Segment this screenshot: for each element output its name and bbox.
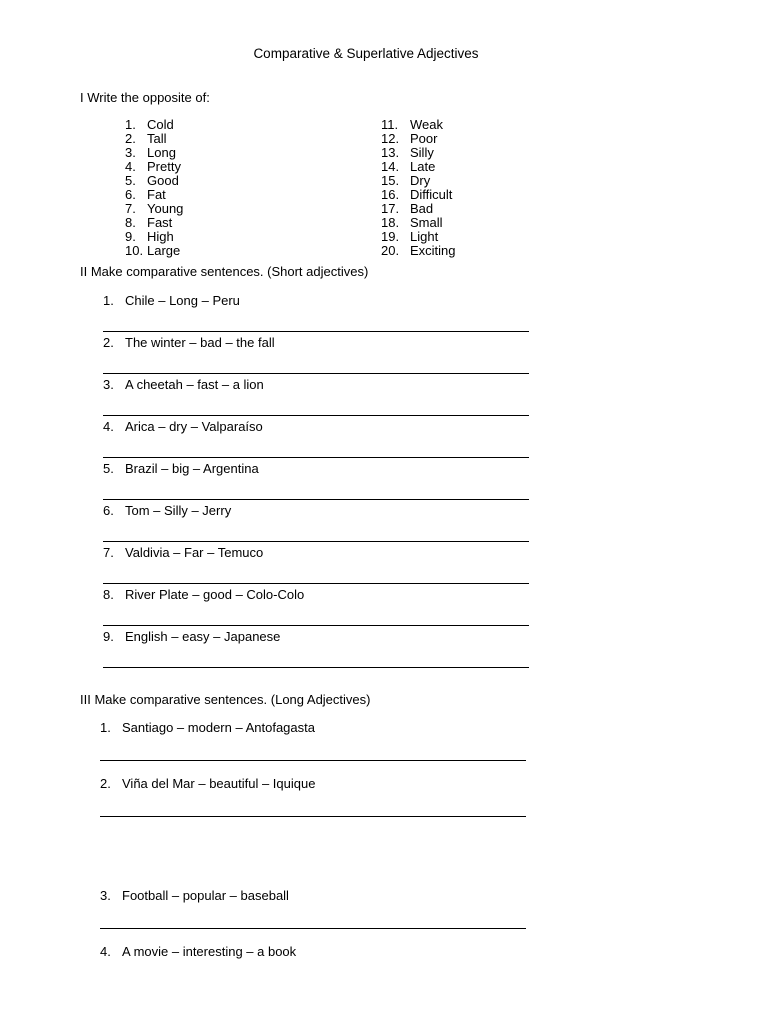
- item-number: 9.: [125, 229, 136, 244]
- item-number: 14.: [381, 159, 400, 174]
- item-number: 2.: [125, 131, 136, 146]
- item-word: Large: [147, 243, 181, 258]
- answer-line[interactable]: [103, 625, 529, 626]
- item-number: 11.: [381, 117, 399, 132]
- item-word: Pretty: [147, 159, 181, 174]
- section-2-heading: II Make comparative sentences. (Short adjectives): [80, 264, 369, 279]
- opposite-item: [381, 160, 435, 174]
- item-number: 8.: [125, 215, 136, 230]
- prompt-text: A movie – interesting – a book: [122, 944, 297, 959]
- item-word: Young: [147, 201, 184, 216]
- item-word: High: [147, 229, 174, 244]
- item-number: 13.: [381, 145, 400, 160]
- opposite-item: [125, 202, 183, 216]
- item-number: 3.: [125, 145, 136, 160]
- prompt-text: Valdivia – Far – Temuco: [125, 545, 264, 560]
- opposite-item: [381, 146, 434, 160]
- sentence-prompt: [100, 721, 315, 735]
- prompt-text: Viña del Mar – beautiful – Iquique: [122, 776, 316, 791]
- opposite-item: [381, 118, 443, 132]
- item-word: Fast: [147, 215, 173, 230]
- section-1-heading: I Write the opposite of:: [80, 90, 210, 105]
- item-word: Silly: [410, 145, 434, 160]
- item-number: 18.: [381, 215, 400, 230]
- sentence-prompt: [103, 462, 259, 476]
- item-number: 7.: [103, 545, 114, 560]
- prompt-text: The winter – bad – the fall: [125, 335, 275, 350]
- prompt-text: Brazil – big – Argentina: [125, 461, 259, 476]
- item-number: 1.: [125, 117, 136, 132]
- item-number: 2.: [103, 335, 114, 350]
- answer-line[interactable]: [100, 816, 526, 817]
- answer-line[interactable]: [100, 760, 526, 761]
- item-number: 6.: [125, 187, 136, 202]
- opposite-item: [381, 174, 430, 188]
- answer-line[interactable]: [103, 499, 529, 500]
- answer-line[interactable]: [103, 331, 529, 332]
- opposite-item: [125, 216, 172, 230]
- item-number: 8.: [103, 587, 114, 602]
- prompt-text: A cheetah – fast – a lion: [125, 377, 264, 392]
- sentence-prompt: [103, 630, 280, 644]
- item-number: 4.: [125, 159, 136, 174]
- opposite-item: [125, 174, 179, 188]
- prompt-text: Tom – Silly – Jerry: [125, 503, 232, 518]
- item-number: 4.: [103, 419, 114, 434]
- item-word: Good: [147, 173, 179, 188]
- sentence-prompt: [100, 777, 315, 791]
- item-number: 1.: [103, 293, 114, 308]
- item-word: Weak: [410, 117, 443, 132]
- item-word: Difficult: [410, 187, 453, 202]
- item-word: Tall: [147, 131, 167, 146]
- item-number: 6.: [103, 503, 114, 518]
- opposite-item: [381, 244, 456, 258]
- sentence-prompt: [103, 294, 240, 308]
- opposite-item: [125, 146, 176, 160]
- item-word: Cold: [147, 117, 174, 132]
- opposite-item: [381, 216, 443, 230]
- item-number: 16.: [381, 187, 400, 202]
- prompt-text: Arica – dry – Valparaíso: [125, 419, 263, 434]
- item-number: 7.: [125, 201, 136, 216]
- sentence-prompt: [103, 504, 231, 518]
- item-word: Fat: [147, 187, 166, 202]
- sentence-prompt: [103, 588, 304, 602]
- item-number: 3.: [103, 377, 114, 392]
- item-word: Small: [410, 215, 443, 230]
- item-number: 15.: [381, 173, 400, 188]
- opposite-item: [381, 188, 452, 202]
- sentence-prompt: [100, 945, 296, 959]
- item-number: 2.: [100, 776, 111, 791]
- item-word: Late: [410, 159, 436, 174]
- item-number: 20.: [381, 243, 400, 258]
- sentence-prompt: [100, 889, 289, 903]
- item-number: 19.: [381, 229, 400, 244]
- item-word: Bad: [410, 201, 434, 216]
- prompt-text: Santiago – modern – Antofagasta: [122, 720, 315, 735]
- item-number: 9.: [103, 629, 114, 644]
- prompt-text: English – easy – Japanese: [125, 629, 281, 644]
- sentence-prompt: [103, 336, 275, 350]
- prompt-text: River Plate – good – Colo-Colo: [125, 587, 305, 602]
- item-word: Poor: [410, 131, 438, 146]
- answer-line[interactable]: [103, 373, 529, 374]
- item-number: 5.: [103, 461, 114, 476]
- opposite-item: [125, 230, 174, 244]
- item-number: 4.: [100, 944, 111, 959]
- item-word: Dry: [410, 173, 431, 188]
- prompt-text: Chile – Long – Peru: [125, 293, 240, 308]
- opposite-item: [125, 118, 174, 132]
- item-word: Long: [147, 145, 176, 160]
- item-number: 17.: [381, 201, 400, 216]
- item-number: 10.: [125, 243, 144, 258]
- opposite-item: [125, 244, 180, 258]
- section-3-heading: III Make comparative sentences. (Long Adjectives): [80, 692, 371, 707]
- answer-line[interactable]: [100, 928, 526, 929]
- answer-line[interactable]: [103, 667, 529, 668]
- answer-line[interactable]: [103, 583, 529, 584]
- item-word: Light: [410, 229, 439, 244]
- opposite-item: [381, 202, 433, 216]
- answer-line[interactable]: [103, 541, 529, 542]
- prompt-text: Football – popular – baseball: [122, 888, 289, 903]
- item-word: Exciting: [410, 243, 456, 258]
- item-number: 5.: [125, 173, 136, 188]
- sentence-prompt: [103, 378, 264, 392]
- sentence-prompt: [103, 546, 263, 560]
- opposite-item: [125, 132, 167, 146]
- worksheet-title: Comparative & Superlative Adjectives: [253, 46, 479, 61]
- opposite-item: [125, 188, 166, 202]
- answer-line[interactable]: [103, 457, 529, 458]
- opposite-item: [381, 230, 438, 244]
- item-number: 1.: [100, 720, 111, 735]
- item-number: 3.: [100, 888, 111, 903]
- opposite-item: [381, 132, 437, 146]
- sentence-prompt: [103, 420, 263, 434]
- opposite-item: [125, 160, 181, 174]
- answer-line[interactable]: [103, 415, 529, 416]
- item-number: 12.: [381, 131, 400, 146]
